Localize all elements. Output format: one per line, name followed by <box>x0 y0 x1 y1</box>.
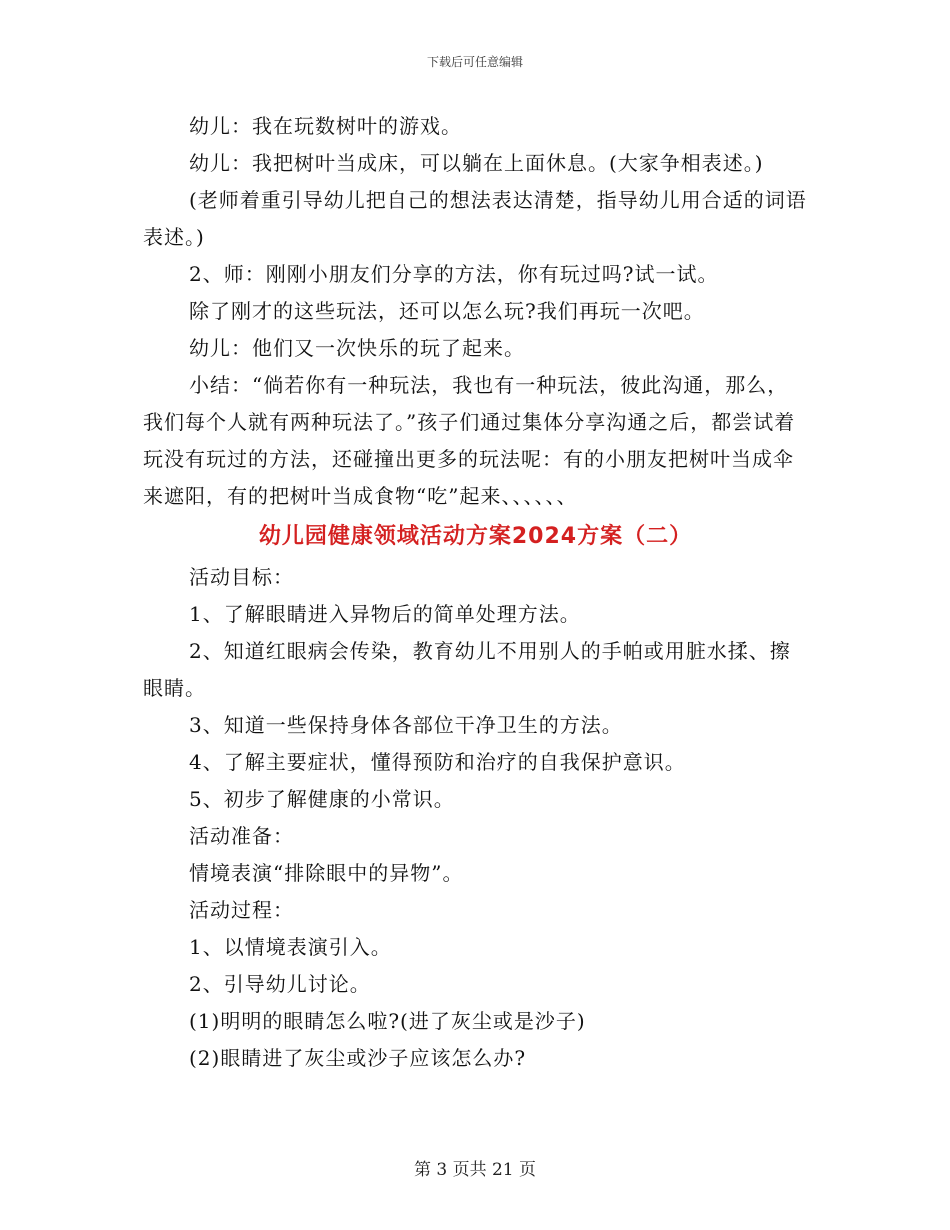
paragraph: 3、知道一些保持身体各部位干净卫生的方法。 <box>189 713 623 737</box>
page-footer: 第 3 页共 21 页 <box>413 1160 537 1180</box>
paragraph: 活动准备： <box>189 824 294 848</box>
paragraph: 1、以情境表演引入。 <box>189 935 392 959</box>
document-body <box>143 108 808 1077</box>
paragraph: 活动目标： <box>189 565 294 589</box>
paragraph: 2、引导幼儿讨论。 <box>189 972 371 996</box>
paragraph: 幼儿：他们又一次快乐的玩了起来。 <box>189 336 525 360</box>
section-title: 幼儿园健康领域活动方案2024方案（二） <box>258 524 693 549</box>
paragraph: (老师着重引导幼儿把自己的想法表达清楚，指导幼儿用合适的词语表述。) <box>143 188 807 249</box>
paragraph: (1)明明的眼睛怎么啦?(进了灰尘或是沙子) <box>189 1009 586 1033</box>
paragraph: 2、知道红眼病会传染，教育幼儿不用别人的手帕或用脏水揉、擦眼睛。 <box>143 639 791 700</box>
paragraph: 4、了解主要症状，懂得预防和治疗的自我保护意识。 <box>189 750 686 774</box>
paragraph: 幼儿：我在玩数树叶的游戏。 <box>189 114 462 138</box>
page-header: 下载后可任意编辑 <box>426 55 523 69</box>
paragraph: 5、初步了解健康的小常识。 <box>189 787 455 811</box>
paragraph: 活动过程： <box>189 898 294 922</box>
paragraph: 1、了解眼睛进入异物后的简单处理方法。 <box>189 602 581 626</box>
paragraph-summary: 小结：“倘若你有一种玩法，我也有一种玩法，彼此沟通，那么，我们每个人就有两种玩法了。”孩子们通过集体分享沟通之后，都尝试着玩没有玩过的方法，还碰撞出更多的玩法呢：有的小朋友把树叶当成伞来遮阳，有的把树叶当成食物“吃”起来、、、、、、 <box>143 373 796 508</box>
paragraph: 2、师：刚刚小朋友们分享的方法，你有玩过吗?试一试。 <box>189 262 719 286</box>
paragraph: 情境表演“排除眼中的异物”。 <box>189 861 464 885</box>
paragraph: (2)眼睛进了灰尘或沙子应该怎么办? <box>189 1046 527 1070</box>
paragraph: 幼儿：我把树叶当成床，可以躺在上面休息。(大家争相表述。) <box>189 151 764 175</box>
paragraph: 除了刚才的这些玩法，还可以怎么玩?我们再玩一次吧。 <box>189 299 705 323</box>
